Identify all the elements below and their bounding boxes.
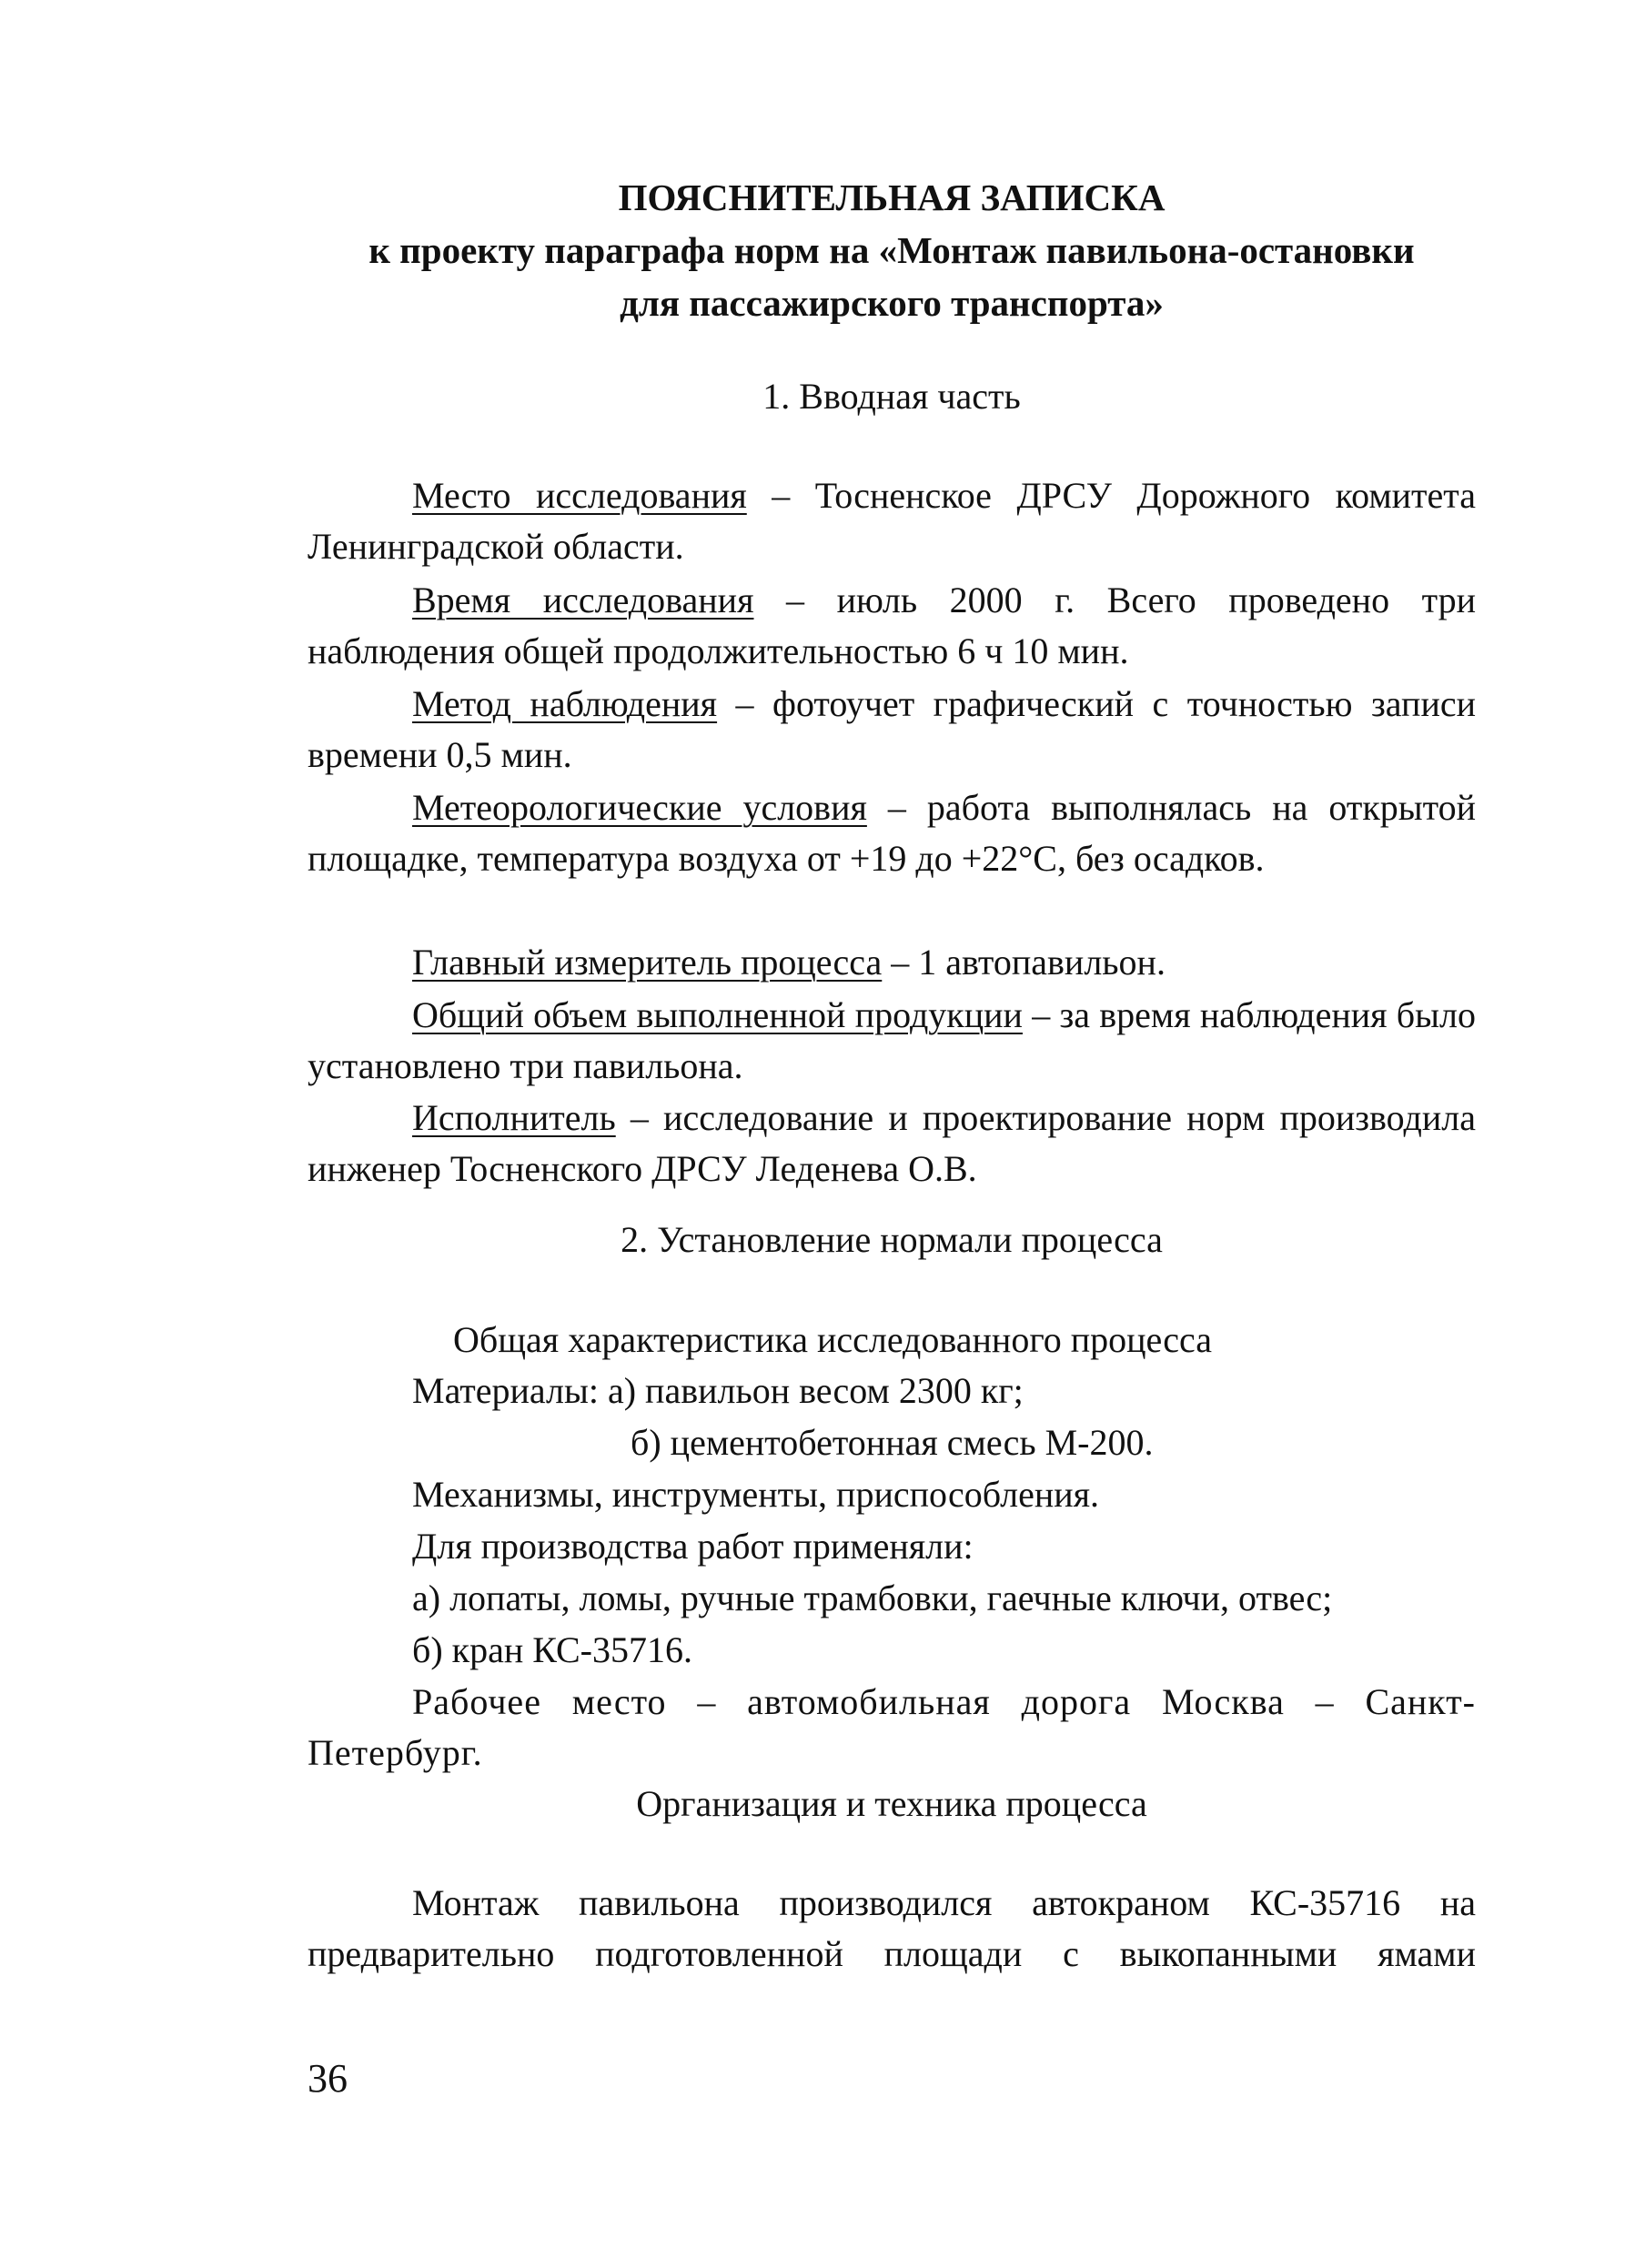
paragraph-text: фотоучет графический с точностью записи времени 0,5 мин. xyxy=(308,683,1477,775)
document-title-line-2: к проекту параграфа норм на «Монтаж павильона-остановки xyxy=(368,229,1415,271)
mechanisms-line: Механизмы, инструменты, приспособления. xyxy=(412,1474,1100,1515)
term-research-place: Место исследования xyxy=(412,475,747,516)
used-tools-intro: Для производства работ применяли: xyxy=(412,1526,974,1567)
section-2-heading: 2. Установление нормали процесса xyxy=(621,1219,1163,1260)
document-title-line-1: ПОЯСНИТЕЛЬНАЯ ЗАПИСКА xyxy=(618,176,1166,218)
term-separator: – xyxy=(753,580,837,620)
document-title-line-3: для пассажирского транспорта» xyxy=(620,282,1164,324)
paragraph-text: июль 2000 г. Всего проведено три наблюдения общей продолжительностью 6 ч 10 мин. xyxy=(308,580,1477,671)
workplace-paragraph: Рабочее место – автомобильная дорога Москва – Санкт-Петербург. xyxy=(308,1681,1476,1773)
materials-line-a: Материалы: а) павильон весом 2300 кг; xyxy=(412,1370,1024,1411)
paragraph-text: работа выполнялась на открытой площадке, температура воздуха от +19 до +22°С, без осадков. xyxy=(308,787,1477,879)
organization-paragraph: Монтаж павильона производился автокраном КС-35716 на предварительно подготовленной площади с выкопанными ямами xyxy=(308,1882,1476,1974)
term-observation-method: Метод наблюдения xyxy=(412,683,718,724)
section-1-heading: 1. Вводная часть xyxy=(762,376,1021,417)
paragraph-performer xyxy=(308,1093,1476,1194)
term-separator: – xyxy=(1022,994,1060,1035)
term-output-volume: Общий объем выполненной продукции xyxy=(412,994,1023,1035)
paragraph-observation-method xyxy=(308,679,1476,781)
used-tools-a: а) лопаты, ломы, ручные трамбовки, гаечные ключи, отвес; xyxy=(412,1578,1333,1618)
term-performer: Исполнитель xyxy=(412,1097,616,1138)
term-main-measure: Главный измеритель процесса xyxy=(412,942,883,983)
paragraph-main-measure xyxy=(308,937,1476,988)
term-separator: – xyxy=(866,787,927,828)
term-weather-conditions: Метеорологические условия xyxy=(412,787,867,828)
materials-line-b: б) цементобетонная смесь М-200. xyxy=(631,1422,1154,1463)
paragraph-output-volume xyxy=(308,990,1476,1092)
organization-heading: Организация и техника процесса xyxy=(636,1783,1147,1824)
paragraph-text: за время наблюдения было установлено три павильона. xyxy=(308,994,1476,1086)
paragraph-text: Тосненское ДРСУ Дорожного комитета Ленинградской области. xyxy=(308,475,1476,567)
used-tools-b: б) кран КС-35716. xyxy=(412,1629,692,1670)
paragraph-research-place xyxy=(308,470,1476,572)
term-separator: – xyxy=(746,475,815,516)
paragraph-text: исследование и проектирование норм производила инженер Тосненского ДРСУ Леденева О.В. xyxy=(308,1097,1476,1189)
term-research-time: Время исследования xyxy=(412,580,754,620)
term-separator: – xyxy=(882,942,919,983)
term-separator: – xyxy=(615,1097,664,1138)
term-separator: – xyxy=(717,683,773,724)
process-characteristics-heading: Общая характеристика исследованного процесса xyxy=(453,1319,1213,1360)
page-number: 36 xyxy=(308,2056,348,2101)
paragraph-text: 1 автопавильон. xyxy=(918,942,1166,983)
paragraph-weather-conditions xyxy=(308,782,1476,884)
paragraph-research-time xyxy=(308,575,1476,677)
